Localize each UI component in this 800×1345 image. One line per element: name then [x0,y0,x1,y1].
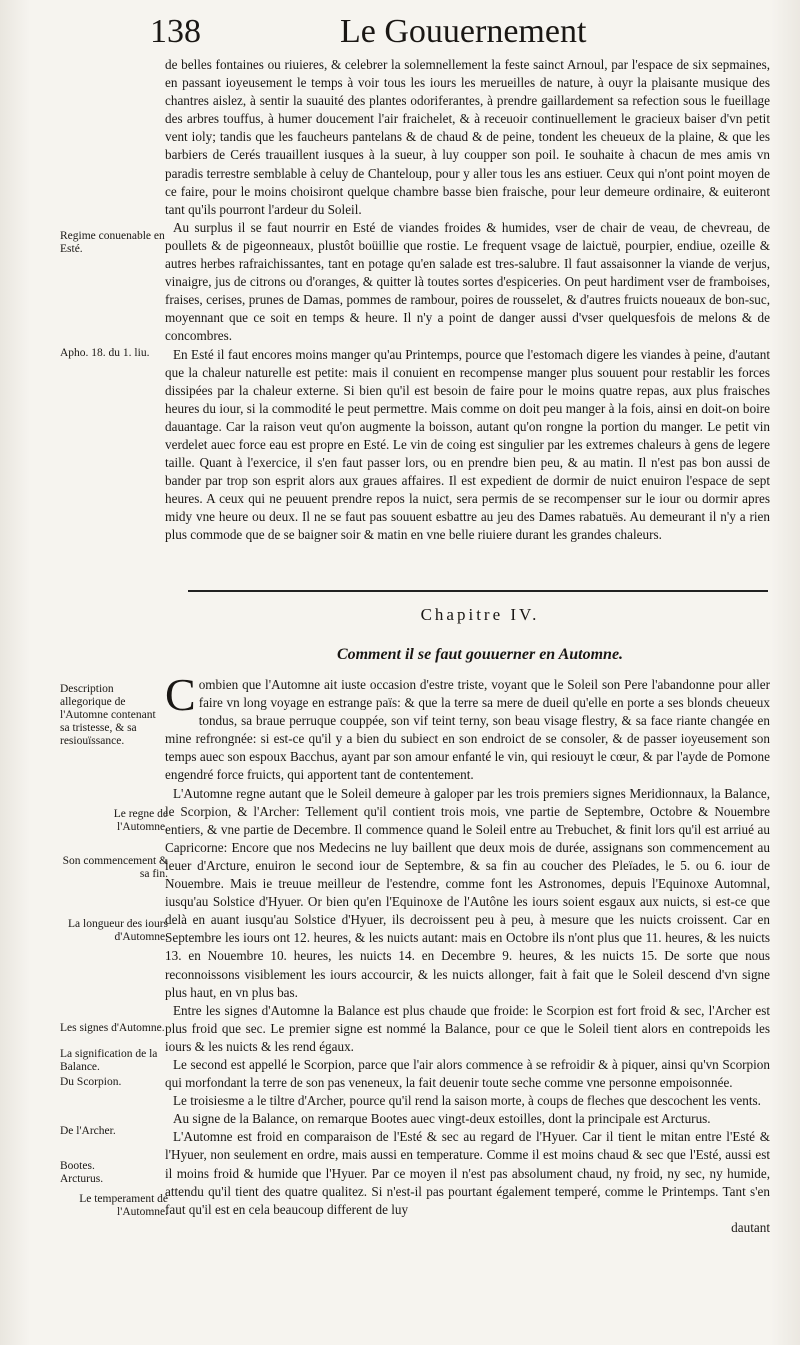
chapter-subtitle: Comment il se faut gouuerner en Automne. [336,646,624,663]
margin-note: Bootes. [60,1160,95,1172]
paragraph: Combien que l'Automne ait iuste occasion d'estre triste, voyant que le Soleil son Pere l'abandonne pour aller faire vn long voyage en estrange païs: & que la terre sa mere de dueil qu'elle en porte a ses blonds cheueux tondus, sa braue perruque couppée, son vif teint terny, son beau visage flestry, & sa face riante changée en mine refrongnée: si est-ce qu'il y a bien du subiect en son endroict de se consoler, & de passer ioyeusement son temps auec son espoux Bacchus, ayant par son amour enfanté le vin, qui resiouyt le cœur, & par l'ayde de Pomone engendré force fruicts, qui apportent tant de contentement. [165,669,770,783]
paragraph: Le second est appellé le Scorpion, parce que l'air alors commence à se refroidir & à piquer, ainsi qu'vn Scorpion qui morfondant la terre de son pas veneneux, la fait deuenir toute seche comme vne personne empoisonnée. [165,1056,770,1091]
paragraph: L'Automne regne autant que le Soleil demeure à galoper par les trois premiers signes Meridionnaux, la Balance, le Scorpion, & l'Archer: Tellement qu'il contient trois mois, vne partie de Septembre, Octobre & Nouembre entiers, & vne partie de Decembre. Il commence quand le Soleil entre au Trebuchet, & finit lors qu'il est arriué au Capricorne: Encore que nos Medecins ne luy baillent que deux mois de durée, assignans son commencement au leuer d'Arcture, enuiron le second iour de Septembre, & sa fin au coucher des Pleïades, le 5. ou 6. iour de Nouembre. Mais ie treuue meilleur de l'estendre, comme font les Astronomes, depuis l'Equinoxe Automnal, iusqu'au Solstice d'Hyuer. Or bien qu'en l'Equinoxe de l'Autône les iours soient esgaux aux nuicts, si est-ce que delà en auant iusqu'au Solstice d'Hyuer, ils decroissent peu à peu, à mesure que les nuicts croissent. Car en Septembre les iours ont 12. heures, & les nuicts autant: mais en Octobre ils n'ont plus que 11. heures, & les nuicts 13. en Nouembre 10. heures, les nuicts 14. en Decembre 9. heures, & les nuicts 15. De sorte que nous reconnoissons visiblement les iours accourcir, & les nuicts allonger, fait à fait que le Soleil descend d'vn signe plus haut, en vn plus bas. [165,785,770,1000]
margin-note: Le temperament de l'Automne. [79,1193,168,1218]
paragraph: Le troisiesme a le tiltre d'Archer, pource qu'il rend la saison morte, à coups de fleches que descochent les vents. [173,1093,761,1109]
margin-note: La longueur des iours d'Automne. [68,918,168,943]
drop-cap: C [165,669,196,720]
section-divider [188,590,768,592]
margin-note: Le regne de l'Automne. [113,808,168,833]
margin-note: Les signes d'Automne. [60,1022,165,1034]
running-title: Le Gouuernement [340,13,587,50]
chapter-title: Chapitre IV. [420,605,540,624]
margin-note: De l'Archer. [60,1125,116,1137]
section-autumn-text [165,669,770,1237]
page-number: 138 [150,13,201,50]
section-summer-text [165,56,770,545]
paragraph: de belles fontaines ou riuieres, & celebrer la solemnellement la feste sainct Arnoul, par l'espace de six sepmaines, en passant ioyeusement le temps à voir tous les iours les merueilles de nature, à ouyr la plaisante musique des chantres aislez, à sentir la suauité des plantes odoriferantes, à prendre gaillardement sa refection sous le fueillage des arbres touffus, à humer doucement l'air fraichelet, & à receuoir continuellement le gracieux baiser d'vn petit vent ioly; tandis que les faucheurs pantelans & de chaud & de peine, tondent les cheueux de la plaine, & que les barbiers de Cerés trauaillent iusques à la sueur, à luy coupper son poil. Ie souhaite à chacun de mes amis vn paradis terrestre semblable à celuy de Chanteloup, pour y aller tous les ans estiuer. Ceux qui n'ont point moyen de ce faire, pour le moins choisiront quelque chambre basse bien fraische, pour leur demeure ordinaire, & euiteront tant qu'ils pourront l'ardeur du Soleil. [165,57,770,217]
catchword: dautant [731,1219,770,1235]
paragraph: Entre les signes d'Automne la Balance est plus chaude que froide: le Scorpion est fort froid & sec, l'Archer est plus froid que sec. Le premier signe est nommé la Balance, pour ce que le Soleil tient alors en contrepoids les iours & les nuicts & les rend égaux. [165,1002,770,1054]
paragraph: L'Automne est froid en comparaison de l'Esté & sec au regard de l'Hyuer. Car il tient le mitan entre l'Esté & l'Hyuer, non seulement en ordre, mais aussi en temperature. Comme il est moins chaud & sec que l'Esté, aussi est il moins froid & humide que l'Hyuer. Par ce moyen il n'est pas absolument chaud, ny froid, ny sec, ny humide, attendu qu'il tient des quatre qualitez. Si n'est-il pas pourtant également temperé, comme le Printemps. Tant s'en faut qu'il est en cela beaucoup different de luy [165,1129,770,1217]
paragraph: En Esté il faut encores moins manger qu'au Printemps, pource que l'estomach digere les viandes à peine, d'autant que la chaleur naturelle est petite: mais il conuient en recompense manger plus souuent pour restablir les forces dissipées par la chaleur externe. Si bien qu'il est besoin de faire pour le moins quatre repas, aux plus fraisches heures du iour, si la commodité le peut permettre. Mais comme on doit peu manger à la fois, ainsi en doit-on boire dauantage. Car la raison veut qu'on augmente la boisson, autant qu'on rongne la portion du manger. Le petit vin verdelet auec force eau est propre en Esté. Le vin de coing est singulier par les extremes chaleurs à gens de legere taille. Quant à l'exercice, il s'en faut passer lors, ou en prendre bien peu, & au matin. Il n'est pas bon aussi de bander par trop son esprit alors aux graues affaires. Il est expedient de dormir de nuict enuiron l'espace de sept heures. A ceux qui ne peuuent prendre repos la nuict, sera permis de se recompenser sur le iour ou dormir apres midy vne heure ou deux. Il ne se faut pas souuent esbattre au jeu des Dames rabatuës. Au demeurant il n'y a rien plus commode que de se baigner soir & matin en vne belle riuiere durant les grandes chaleurs. [165,346,770,543]
margin-note: Description allegorique de l'Automne contenant sa tristesse, & sa resiouïssance. [60,683,156,747]
margin-note: Apho. 18. du 1. liu. [60,347,150,359]
margin-note: Regime conuenable en Esté. [60,230,165,255]
margin-note: Du Scorpion. [60,1076,122,1088]
margin-note: Arcturus. [60,1173,104,1185]
paragraph: Au signe de la Balance, on remarque Bootes auec vingt-deux estoilles, dont la principale est Arcturus. [173,1111,711,1127]
margin-note: Son commencement & sa fin. [62,855,168,880]
paragraph: Au surplus il se faut nourrir en Esté de viandes froides & humides, vser de chair de veau, de chevreau, de poullets & de pigeonneaux, plustôt boüillie que rostie. Le frequent vsage de laictuë, pourpier, endiue, ozeille & autres herbes rafraichissantes, tant en potage qu'en salade est tres-salubre. Il faut assaisonner la viande de verjus, vinaigre, jus de citrons ou d'oranges, & quitter là toutes sortes d'espiceries. On peut hardiment vser de framboises, fraises, cerises, prunes de Damas, pommes de rambour, poires de rousselet, & d'autres fruicts noueaux de bon-suc, moyennant que ce soit en temps & heure. Il n'y a point de danger aussi d'vser quelquesfois de melons & de concombres. [165,219,770,344]
margin-note: La signification de la Balance. [60,1048,158,1073]
